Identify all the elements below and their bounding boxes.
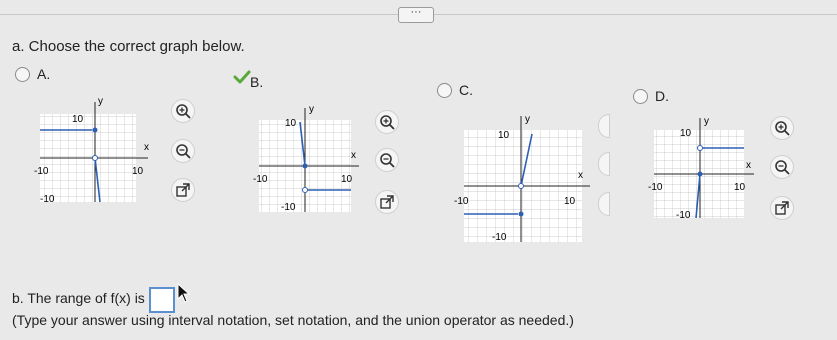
option-d[interactable] [633,88,669,104]
graph-c-open-point [519,184,524,189]
graph-d-y-min: -10 [676,210,691,221]
graph-c-y-label: y [525,114,530,125]
graph-b-external-link-icon[interactable] [375,190,399,214]
graph-a-y-max: 10 [72,114,84,125]
graph-a-zoom-in-icon[interactable] [171,99,195,123]
graph-c-y-max: 10 [498,130,510,141]
answer-format-hint: (Type your answer using interval notation, set notation, and the union operator as needed.) [12,312,574,328]
graph-a-x-min: -10 [34,166,49,177]
graph-a-zoom-out-icon[interactable] [171,139,195,163]
option-c[interactable] [437,82,473,98]
graph-d-y-label: y [704,116,709,127]
graph-b-y-min: -10 [281,202,296,213]
graph-b-y-max: 10 [285,118,297,129]
graph-d-x-label: x [746,160,751,171]
graph-b-zoom-in-icon[interactable] [375,110,399,134]
graph-d-y-max: 10 [680,128,692,139]
graph-d-x-min: -10 [648,182,663,193]
graph-b [245,100,375,220]
graph-a [20,92,170,207]
graph-a-x-label: x [144,142,149,153]
graph-a-x-max: 10 [132,166,144,177]
graph-d-x-max: 10 [734,182,746,193]
graph-b-closed-point [303,164,308,169]
option-a-radio[interactable] [15,67,30,82]
graph-c-x-min: -10 [454,196,469,207]
graph-a-open-point [93,156,98,161]
graph-b-open-point [303,188,308,193]
graph-d-external-link-icon[interactable] [770,196,794,220]
option-c-radio[interactable] [437,83,452,98]
range-answer-input[interactable] [149,287,175,313]
option-b[interactable] [250,74,263,90]
option-d-label: D. [655,88,669,104]
graph-d-open-point [698,146,703,151]
graph-d-closed-point [698,172,703,177]
graph-a-closed-point [93,128,98,133]
checkmark-icon [233,70,251,89]
graph-d-zoom-out-icon[interactable] [770,155,794,179]
part-b-label: b. The range of f(x) is [12,290,145,306]
option-a-label: A. [37,66,51,82]
graph-c-closed-point [519,212,524,217]
graph-b-y-label: y [309,104,314,115]
graph-c-y-min: -10 [492,232,507,243]
graph-b-x-max: 10 [341,174,353,185]
graph-d-zoom-in-icon[interactable] [770,116,794,140]
option-b-label: B. [250,74,264,90]
option-c-label: C. [459,82,473,98]
option-d-radio[interactable] [633,89,648,104]
graph-a-external-link-icon[interactable] [171,178,195,202]
graph-a-y-min: -10 [40,194,55,205]
part-a-prompt: a. Choose the correct graph below. [12,38,245,55]
graph-d [640,112,770,222]
graph-b-x-label: x [351,150,356,161]
graph-b-zoom-out-icon[interactable] [375,148,399,172]
option-a[interactable] [15,66,50,82]
part-b-prompt [12,285,175,311]
graph-c [450,110,600,250]
more-options-button[interactable]: ··· [398,7,434,23]
graph-a-y-label: y [98,96,103,107]
graph-b-x-min: -10 [253,174,268,185]
graph-c-x-label: x [578,170,583,181]
mouse-cursor-icon [177,283,191,308]
graph-c-x-max: 10 [564,196,576,207]
